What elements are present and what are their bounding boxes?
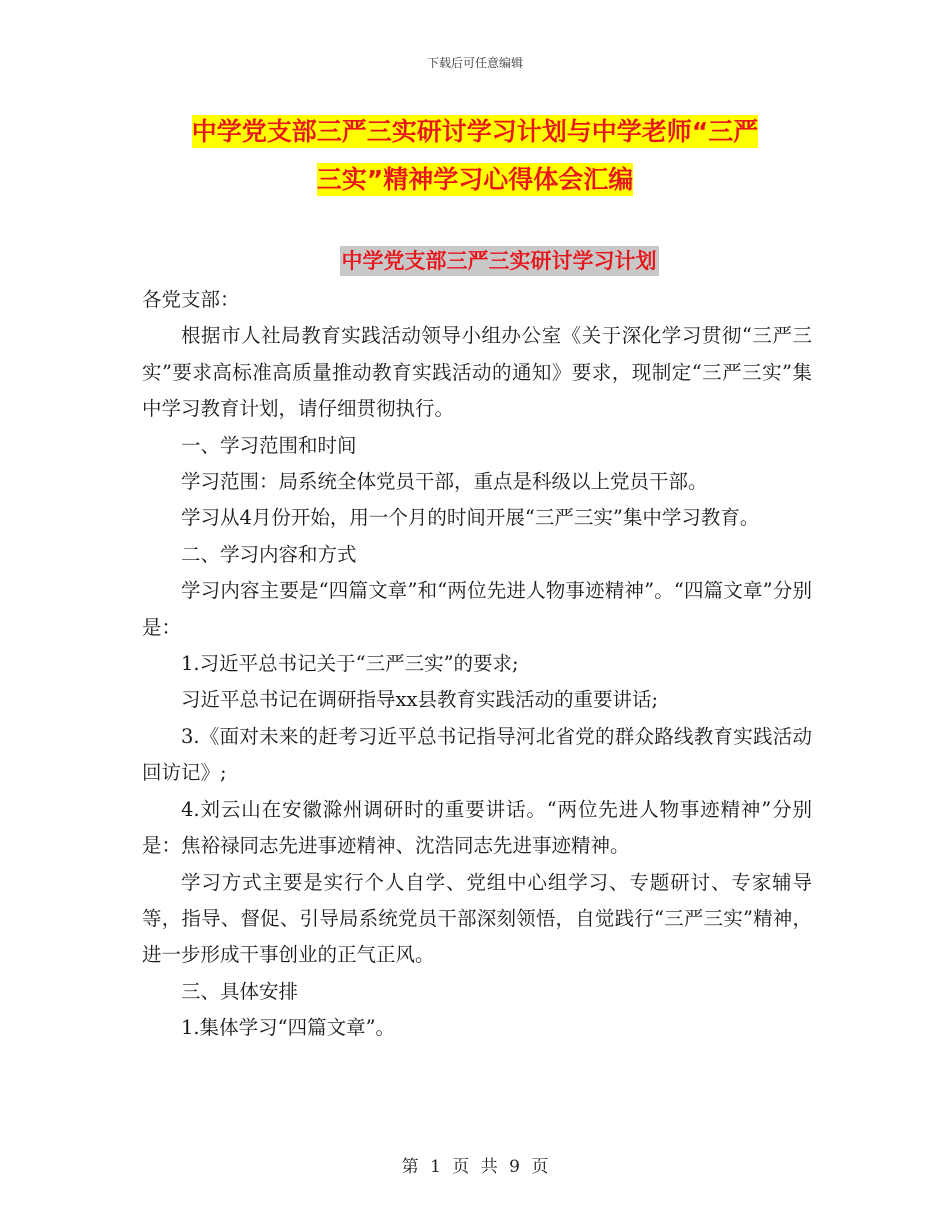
paragraph-method: 学习方式主要是实行个人自学、党组中心组学习、专题研讨、专家辅导等，指导、督促、引导局系统党员干部深刻领悟，自觉践行“三严三实”精神，进一步形成干事创业的正气正风。 xyxy=(142,870,812,967)
document-body xyxy=(142,282,812,1047)
section-title-text: 中学党支部三严三实研讨学习计划 xyxy=(340,246,659,276)
title-line-1: 中学党支部三严三实研讨学习计划与中学老师“三严 xyxy=(191,117,759,146)
page-header-note: 下载后可任意编辑 xyxy=(426,56,523,70)
list-item-2: 习近平总书记在调研指导xx县教育实践活动的重要讲话; xyxy=(181,688,659,712)
paragraph-intro: 根据市人社局教育实践活动领导小组办公室《关于深化学习贯彻“三严三实”要求高标准高质量推动教育实践活动的通知》要求，现制定“三严三实”集中学习教育计划，请仔细贯彻执行。 xyxy=(142,324,812,421)
list-item-1: 1.习近平总书记关于“三严三实”的要求; xyxy=(181,652,519,676)
title-line-2: 三实”精神学习心得体会汇编 xyxy=(316,165,634,194)
paragraph-content: 学习内容主要是“四篇文章”和“两位先进人物事迹精神”。“四篇文章”分别是： xyxy=(142,579,812,639)
section-title xyxy=(0,243,950,279)
list-item-3: 3.《面对未来的赶考习近平总书记指导河北省党的群众路线教育实践活动回访记》; xyxy=(142,724,812,785)
heading-content-method: 二、学习内容和方式 xyxy=(181,542,357,566)
paragraph-scope: 学习范围：局系统全体党员干部，重点是科级以上党员干部。 xyxy=(181,470,708,494)
heading-scope-time: 一、学习范围和时间 xyxy=(181,433,357,457)
arrangement-item-1: 1.集体学习“四篇文章”。 xyxy=(181,1016,396,1040)
paragraph-time: 学习从4月份开始，用一个月的时间开展“三严三实”集中学习教育。 xyxy=(181,506,760,530)
list-item-4: 4.刘云山在安徽滁州调研时的重要讲话。“两位先进人物事迹精神”分别是：焦裕禄同志先进事迹精神、沈浩同志先进事迹精神。 xyxy=(142,797,812,858)
salutation: 各党支部： xyxy=(142,288,240,311)
heading-arrangement: 三、具体安排 xyxy=(181,979,299,1003)
document-title xyxy=(140,108,810,204)
page-footer: 第 1 页 共 9 页 xyxy=(401,1157,549,1177)
